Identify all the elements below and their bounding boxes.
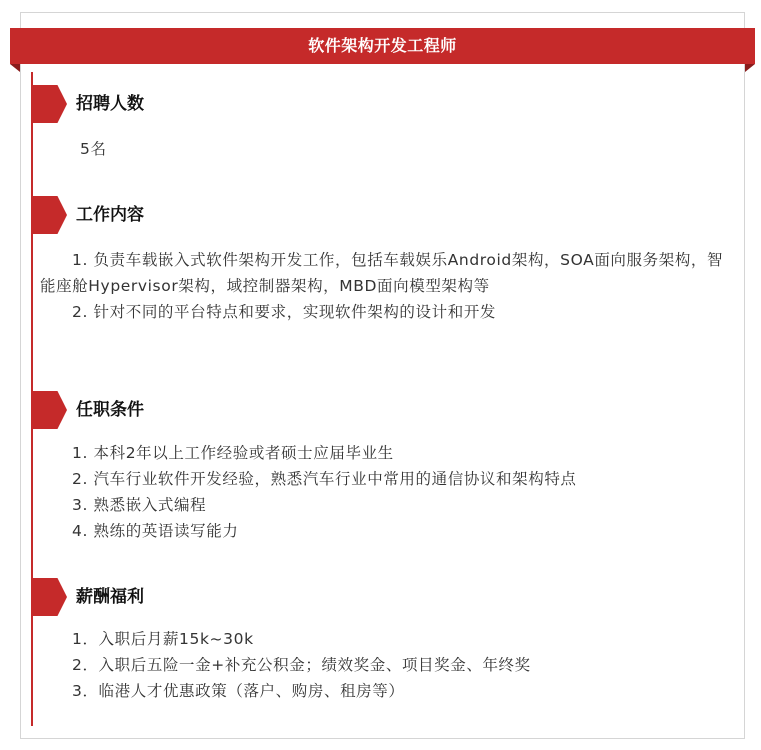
requirement-item: 4. 熟练的英语读写能力 (72, 522, 239, 540)
requirement-item: 2. 汽车行业软件开发经验，熟悉汽车行业中常用的通信协议和架构特点 (72, 470, 577, 488)
benefit-item: 1．入职后月薪15k~30k (72, 630, 254, 648)
banner-fold-left (10, 64, 20, 72)
benefit-item: 3．临港人才优惠政策（落户、购房、租房等） (72, 682, 405, 700)
benefits-list (72, 626, 531, 704)
requirement-item: 3. 熟悉嵌入式编程 (72, 496, 207, 514)
section-heading-benefits: 薪酬福利 (76, 587, 144, 607)
requirement-item: 1. 本科2年以上工作经验或者硕士应届毕业生 (72, 444, 394, 462)
requirements-list (72, 440, 577, 544)
section-heading-headcount: 招聘人数 (76, 94, 144, 114)
duty-item: 1. 负责车载嵌入式软件架构开发工作，包括车载娱乐Android架构，SOA面向服务架构，智能座舱Hypervisor架构，域控制器架构，MBD面向模型架构等 (40, 251, 724, 295)
banner-fold-right (745, 64, 755, 72)
headcount-value: 5名 (80, 140, 107, 158)
duties-list (40, 247, 730, 325)
duty-item: 2. 针对不同的平台特点和要求，实现软件架构的设计和开发 (72, 303, 497, 321)
section-heading-duties: 工作内容 (76, 205, 144, 225)
job-title-banner: 软件架构开发工程师 (10, 28, 755, 64)
section-heading-requirements: 任职条件 (76, 400, 144, 420)
benefit-item: 2．入职后五险一金+补充公积金；绩效奖金、项目奖金、年终奖 (72, 656, 531, 674)
timeline-line (31, 72, 33, 726)
